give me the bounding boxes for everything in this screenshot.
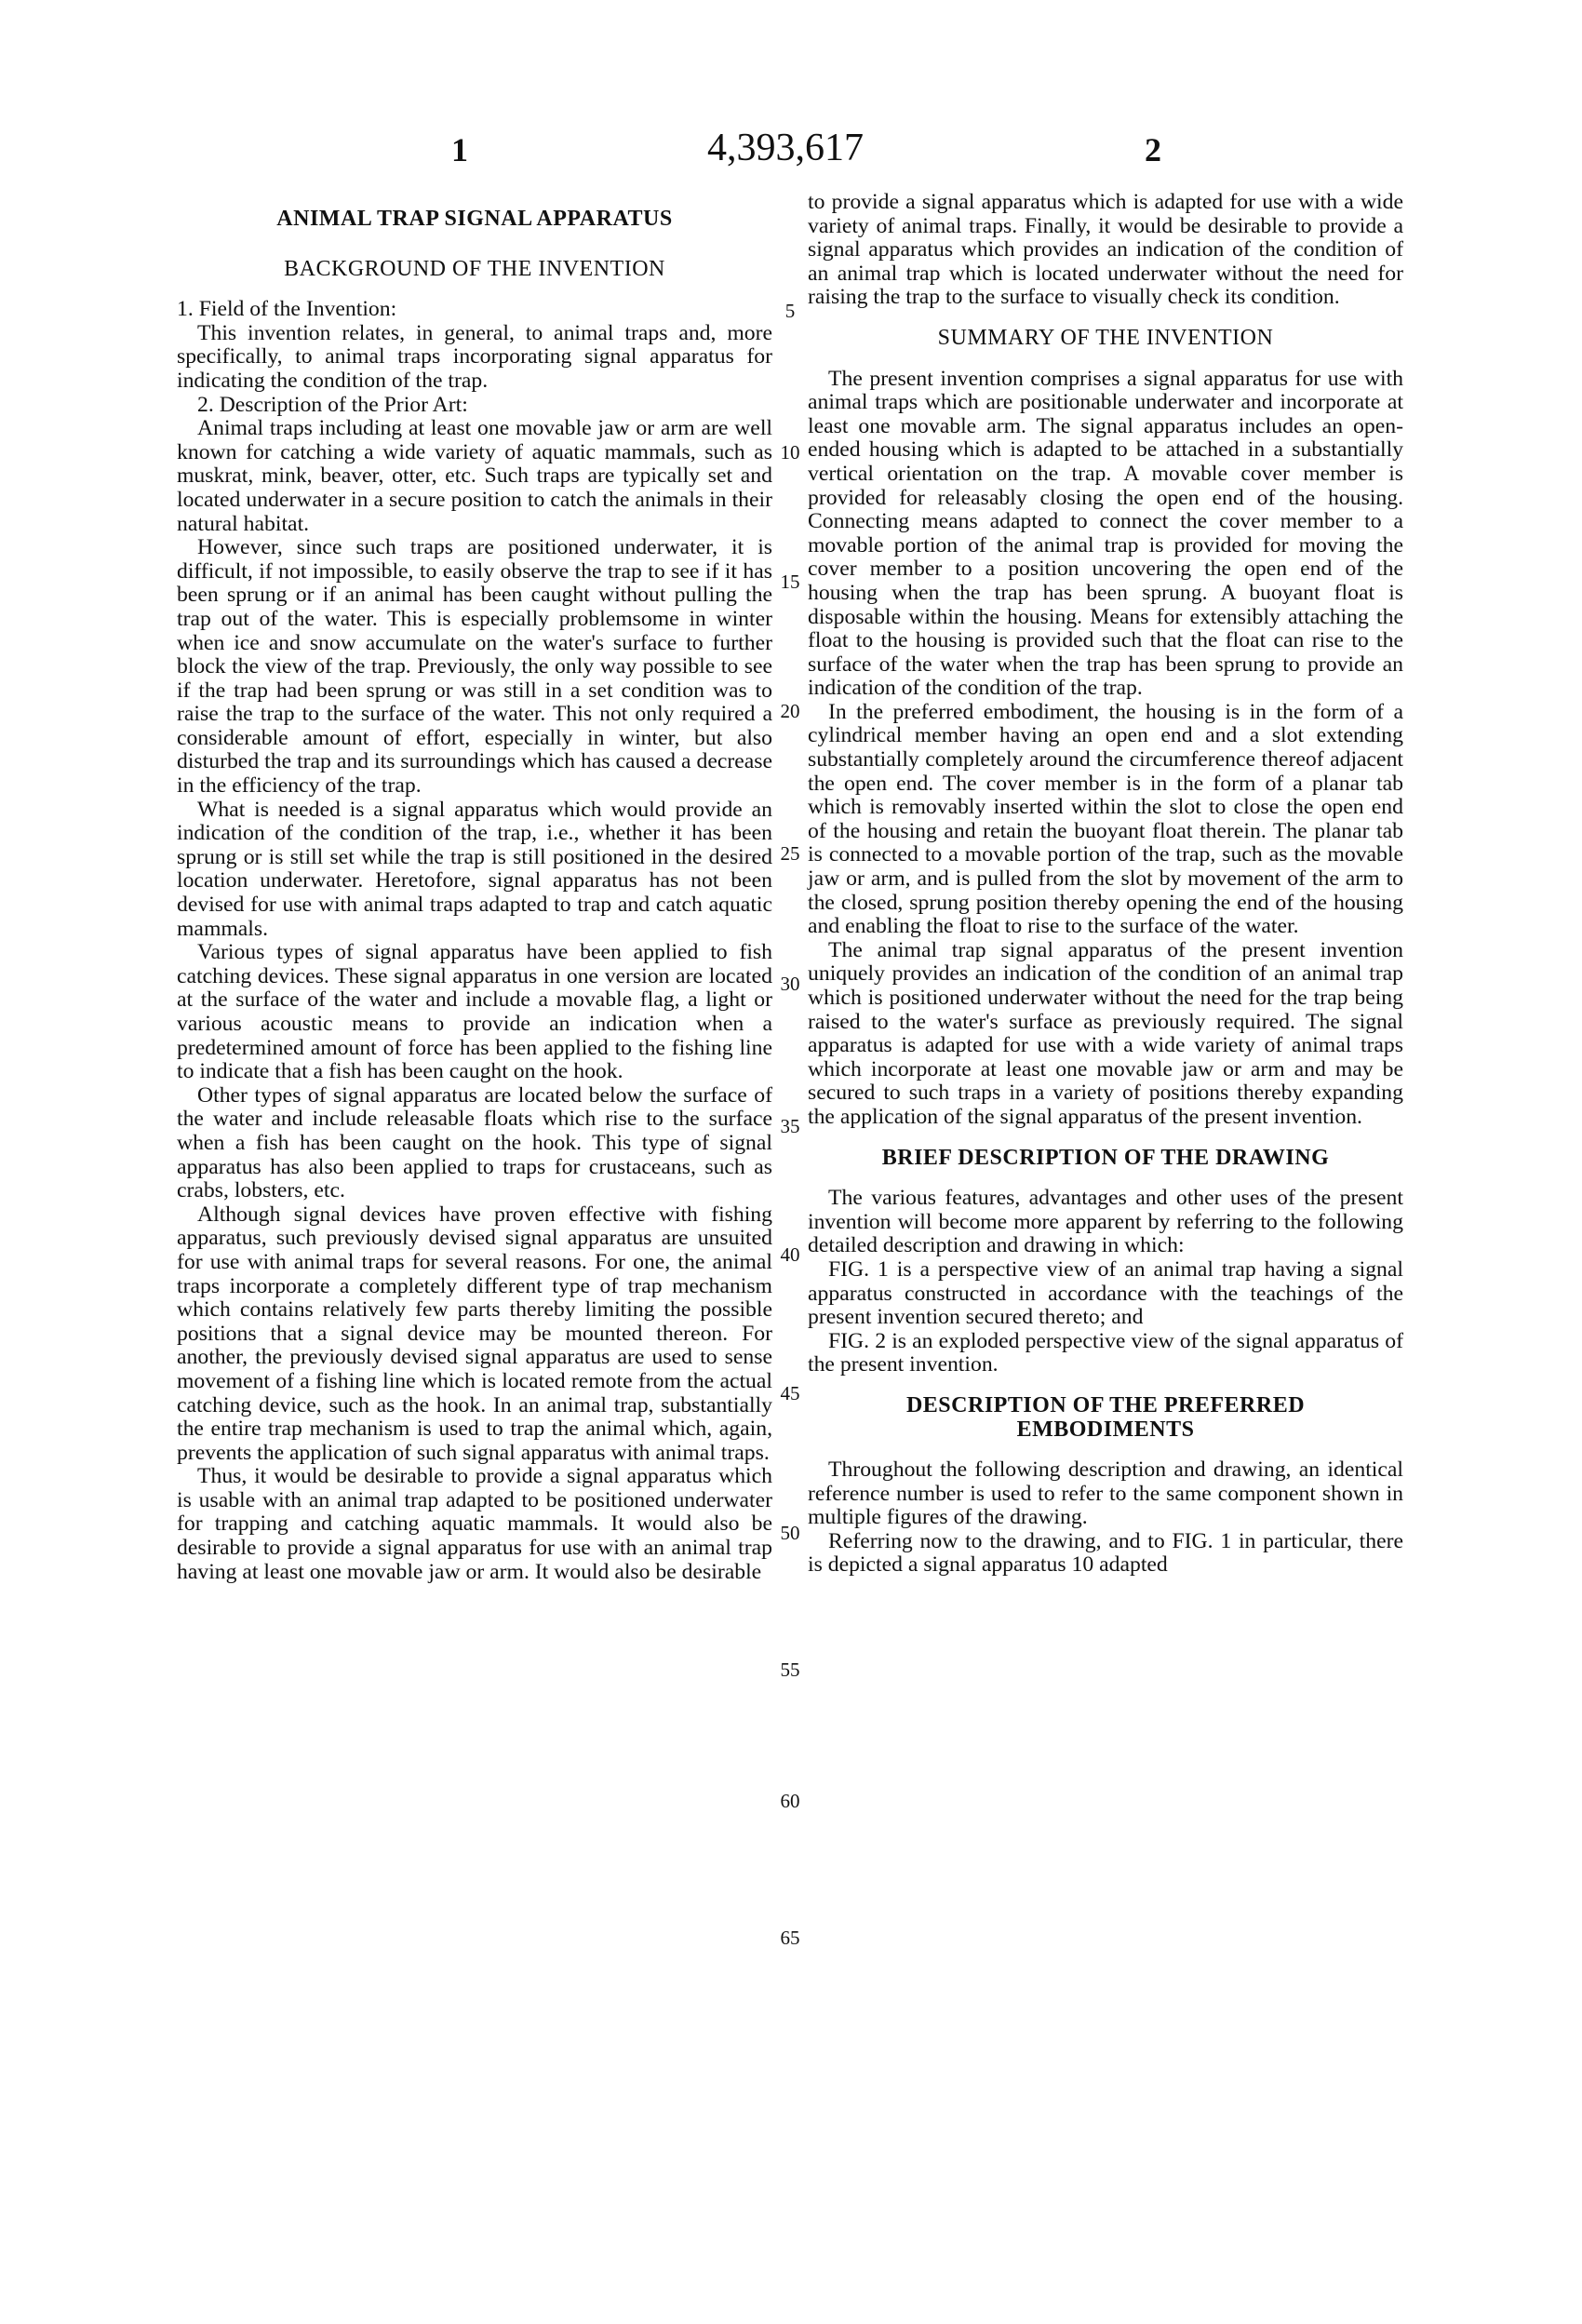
patent-number: 4,393,617 [707, 127, 864, 169]
title: ANIMAL TRAP SIGNAL APPARATUS [276, 207, 673, 231]
left-column [177, 191, 772, 1584]
line-number: 55 [780, 1659, 800, 1681]
preferred-embodiments-heading: DESCRIPTION OF THE PREFERRED [905, 1392, 1306, 1417]
line-number: 5 [784, 300, 796, 322]
paragraph: In the preferred embodiment, the housing is in the form of a cylindrical member having an open end and a slot extending substantially completely around the circumference thereof adjacent the open end. The cover member is in the form of a planar tab which is removably inserted within the slot to close the open end of the housing and retain the buoyant float therein. The planar tab is connected to a movable portion of the trap, such as the movable jaw or arm, and is pulled from the slot by movement of the arm to the closed, sprung position thereby opening the end of the housing and enabling the float to rise to the surface of the water. [808, 699, 1403, 939]
summary-heading: SUMMARY OF THE INVENTION [937, 325, 1274, 350]
paragraph: FIG. 2 is an exploded perspective view of the signal apparatus of the present invention. [808, 1328, 1403, 1377]
line-number: 10 [780, 441, 800, 463]
background-heading: BACKGROUND OF THE INVENTION [284, 256, 665, 281]
paragraph: Animal traps including at least one movable jaw or arm are well known for catching a wide variety of aquatic mammals, such as muskrat, mink, beaver, otter, etc. Such traps are typically set and located underwater in a secure position to catch the animals in their natural habitat. [177, 416, 772, 536]
page-number-left: 1 [451, 131, 468, 168]
line-number: 60 [780, 1790, 800, 1812]
paragraph: Referring now to the drawing, and to FIG. 1 in particular, there is depicted a signal apparatus 10 adapted [808, 1528, 1403, 1578]
paragraph: Thus, it would be desirable to provide a signal apparatus which is usable with an animal trap adapted to be positioned underwater for trapping and catching aquatic mammals. It would also be desirable to provide a signal apparatus for use with an animal trap having at least one movable jaw or arm. It would also be desirable [177, 1464, 772, 1584]
page-number-right: 2 [1145, 131, 1161, 168]
paragraph: to provide a signal apparatus which is adapted for use with a wide variety of animal traps. Finally, it would be desirable to provide a signal apparatus which provides an indication of the condition of an animal trap which is located underwater without the need for raising the trap to the surface to visually check its condition. [808, 190, 1403, 310]
paragraph: Other types of signal apparatus are located below the surface of the water and include releasable floats which rise to the surface when a fish has been caught on the hook. This type of signal apparatus has also been applied to traps for crustaceans, such as crabs, lobsters, etc. [177, 1082, 772, 1203]
line-number: 40 [780, 1243, 800, 1266]
paragraph: What is needed is a signal apparatus which would provide an indication of the condition of the trap, i.e., whether it has been sprung or is still set while the trap is still positioned in the desired location underwater. Heretofore, signal apparatus has not been devised for use with animal traps adapted to trap and catch aquatic mammals. [177, 797, 772, 941]
line-number: 20 [780, 700, 800, 722]
line-number: 50 [780, 1522, 800, 1544]
paragraph: Although signal devices have proven effective with fishing apparatus, such previously devised signal apparatus are unsuited for use with animal traps for several reasons. For one, the animal traps incorporate a completely different type of trap mechanism which contains relatively few parts thereby limiting the possible positions that a signal device may be mounted thereon. For another, the previously devised signal apparatus are used to sense movement of a fishing line which is located remote from the actual catching device, such as the hook. In an animal trap, substantially the entire trap mechanism is used to trap the animal which, again, prevents the application of such signal apparatus with animal traps. [177, 1202, 772, 1465]
paragraph: The various features, advantages and other uses of the present invention will become more apparent by referring to the following detailed description and drawing in which: [808, 1186, 1403, 1258]
paragraph: Throughout the following description and drawing, an identical reference number is used to refer to the same component shown in multiple figures of the drawing. [808, 1458, 1403, 1530]
paragraph: The present invention comprises a signal apparatus for use with animal traps which are positionable underwater and incorporate at least one movable arm. The signal apparatus includes an open-ended housing which is adapted to be attached in a substantially vertical orientation on the trap. A movable cover member is provided for releasably closing the open end of the housing. Connecting means adapted to connect the cover member to a movable portion of the animal trap is provided for moving the cover member to a position uncovering the open end of the housing when the trap has been sprung. A buoyant float is disposable within the housing. Means for extensibly attaching the float to the housing is provided such that the float can rise to the surface of the water when the trap has been sprung to provide an indication of the condition of the trap. [808, 366, 1403, 701]
prior-art-heading: 2. Description of the Prior Art: [197, 392, 468, 417]
field-heading: 1. Field of the Invention: [177, 297, 397, 322]
paragraph: The animal trap signal apparatus of the present invention uniquely provides an indication of the condition of an animal trap which is positioned underwater without the need for the trap being raised to the water's surface as previously required. The signal apparatus is adapted for use with a wide variety of animal traps which incorporate at least one movable jaw or arm and may be secured to such traps in a variety of positions thereby expanding the application of the signal apparatus of the present invention. [808, 937, 1403, 1129]
paragraph: FIG. 1 is a perspective view of an animal trap having a signal apparatus constructed in accordance with the teachings of the present invention secured thereto; and [808, 1256, 1403, 1330]
line-number: 30 [780, 973, 800, 995]
line-number: 35 [780, 1115, 800, 1137]
paragraph: This invention relates, in general, to animal traps and, more specifically, to animal traps incorporating signal apparatus for indicating the condition of the trap. [177, 320, 772, 393]
line-number: 15 [780, 571, 800, 593]
right-column [808, 191, 1403, 1578]
drawing-heading: BRIEF DESCRIPTION OF THE DRAWING [881, 1145, 1330, 1170]
line-number: 25 [780, 842, 800, 865]
line-number: 65 [780, 1927, 800, 1949]
line-number: 45 [780, 1382, 800, 1404]
preferred-embodiments-heading-line-2: EMBODIMENTS [1016, 1417, 1195, 1442]
paragraph: However, since such traps are positioned underwater, it is difficult, if not impossible, to easily observe the trap to see if it has been sprung or if an animal has been caught without pulling the trap out of the water. This is especially problemsome in winter when ice and snow accumulate on the water's surface to further block the view of the trap. Previously, the only way possible to see if the trap had been sprung or was still in a set condition was to raise the trap to the surface of the water. This not only required a considerable amount of effort, especially in winter, but also disturbed the trap and its surroundings which has caused a decrease in the efficiency of the trap. [177, 535, 772, 799]
paragraph: Various types of signal apparatus have been applied to fish catching devices. These signal apparatus in one version are located at the surface of the water and include a movable flag, a light or various acoustic means to provide an indication when a predetermined amount of force has been applied to the fishing line to indicate that a fish has been caught on the hook. [177, 940, 772, 1084]
